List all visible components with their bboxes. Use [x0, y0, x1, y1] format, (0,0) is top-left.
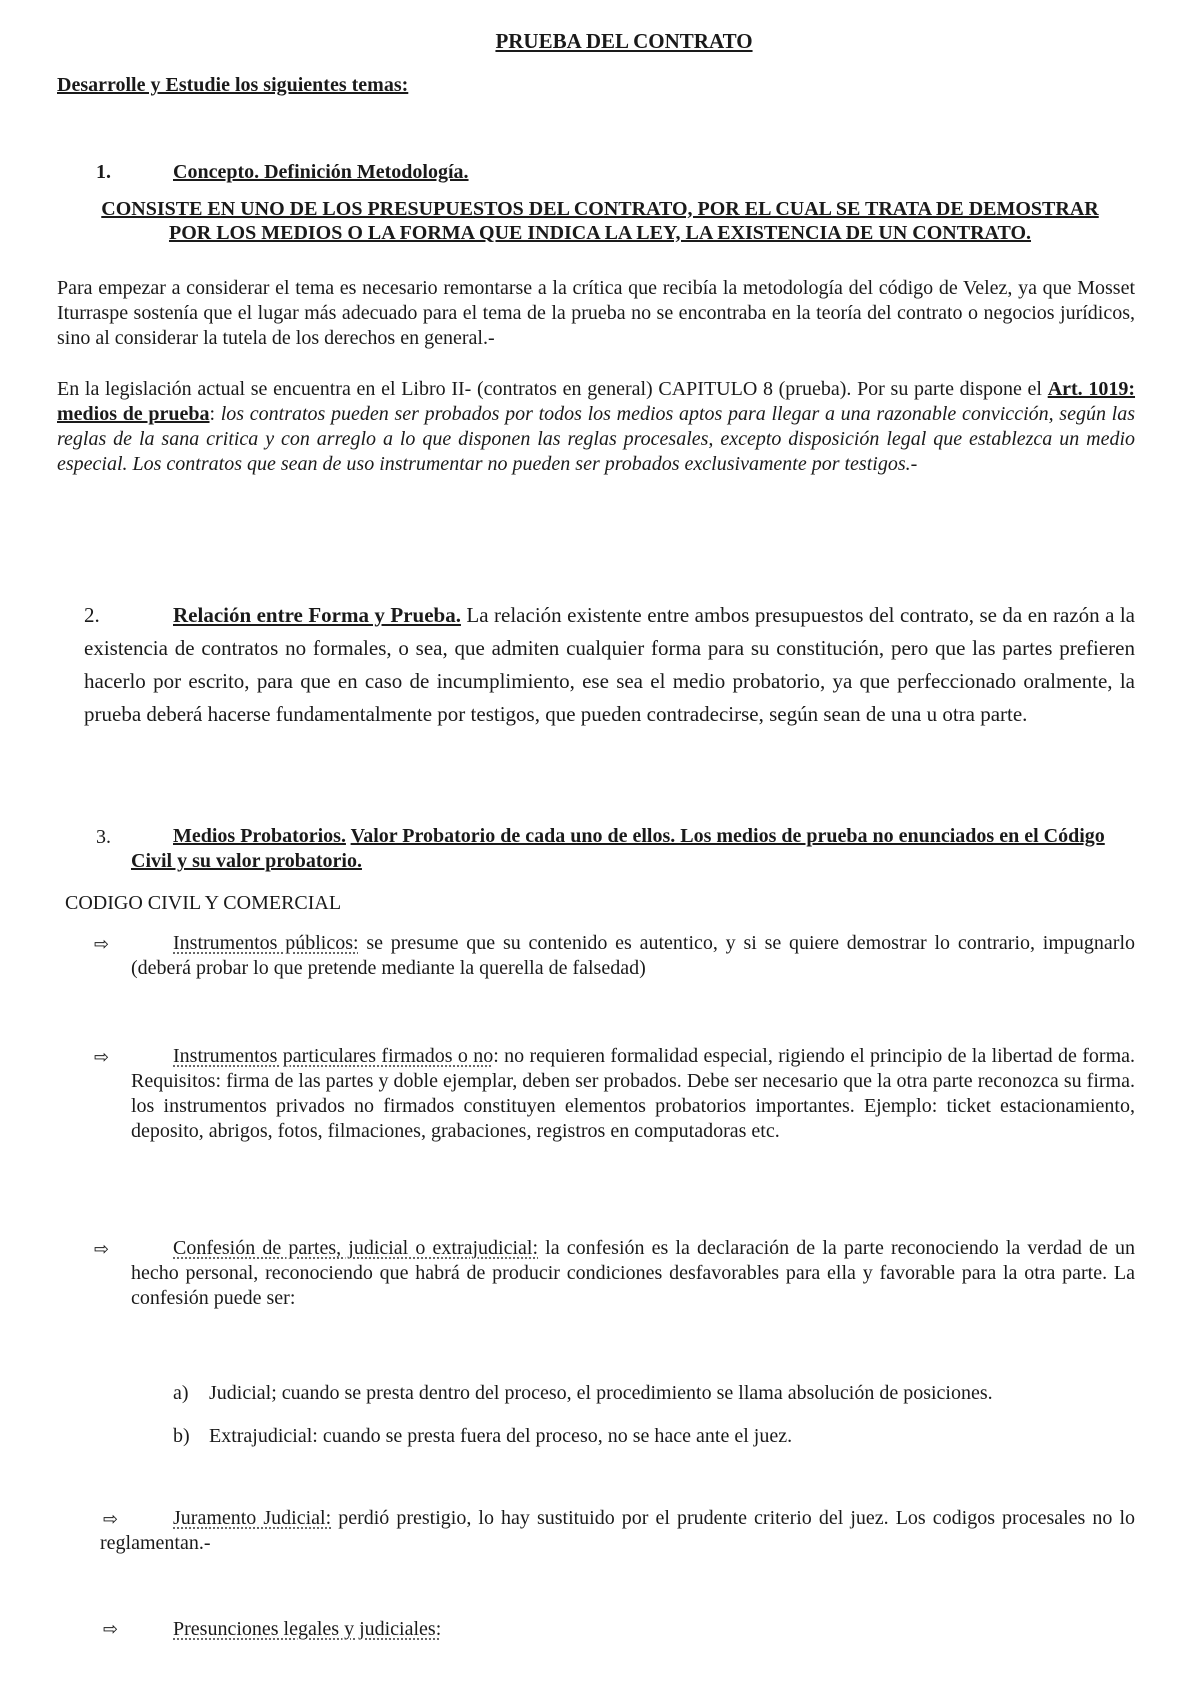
section-1-definition: CONSISTE EN UNO DE LOS PRESUPUESTOS DEL CONTRATO, POR EL CUAL SE TRATA DE DEMOSTRAR POR LOS MEDIOS O LA FORMA QUE INDICA LA LEY, LA EXISTENCIA DE UN CONTRATO. — [101, 198, 1099, 244]
section-2-paragraph — [84, 599, 1135, 731]
arrow-right-icon: ⇨ — [103, 1619, 119, 1640]
section-1-heading: Concepto. Definición Metodología. — [173, 161, 469, 183]
page-title: PRUEBA DEL CONTRATO — [495, 29, 753, 53]
page-subtitle: Desarrolle y Estudie los siguientes temas: — [57, 74, 409, 96]
section-2-heading: Relación entre Forma y Prueba. — [173, 603, 461, 627]
list-item — [100, 1506, 1135, 1556]
section-1-number: 1. — [96, 161, 111, 183]
arrow-right-icon: ⇨ — [103, 1509, 119, 1530]
section-2-text: La relación existente entre ambos presupuestos del contrato, se da en razón a la existencia de contratos no formales, o sea, que admiten cualquier forma para su constitución, pero que las partes prefieren hacerlo por escrito, para que en caso de incumplimiento, ese sea el medio probatorio, ya que perfeccionado oralmente, la prueba deberá hacerse fundamentalmente por testigos, que pueden contradecirse, según sean de una u otra parte. — [84, 603, 1135, 726]
list-item — [131, 1044, 1135, 1144]
sub-item-letter: a) — [173, 1382, 189, 1404]
sub-item-letter: b) — [173, 1425, 190, 1447]
paragraph-2-intro: En la legislación actual se encuentra en el Libro II- (contratos en general) CAPITULO 8 (prueba). Por su parte dispone el — [57, 378, 1042, 400]
section-3-heading: Medios Probatorios. — [173, 825, 346, 847]
list-item-term: Confesión de partes, judicial o extrajudicial: — [173, 1237, 539, 1259]
list-item — [131, 931, 1135, 981]
section-2-number: 2. — [84, 603, 100, 627]
list-item-term: Juramento Judicial: — [173, 1507, 332, 1529]
list-item-term: Presunciones legales y judiciales: — [173, 1618, 442, 1640]
list-item — [131, 1236, 1135, 1311]
arrow-right-icon: ⇨ — [94, 1047, 110, 1068]
section-3-number: 3. — [96, 826, 111, 848]
section-3-heading-rest: Valor Probatorio de cada uno de ellos. Los medios de prueba no enunciados en el Código Civil y su valor probatorio. — [131, 825, 1105, 872]
section-3-heading-block — [131, 824, 1135, 874]
arrow-right-icon: ⇨ — [94, 1239, 110, 1260]
list-item-text: se presume que su contenido es autentico, y si se quiere demostrar lo contrario, impugnarlo (deberá probar lo que pretende mediante la querella de falsedad) — [131, 932, 1136, 979]
list-item-text: la confesión es la declaración de la parte reconociendo la verdad de un hecho personal, reconociendo que habrá de producir condiciones desfavorables para ella y favorable para la otra parte. La confesión puede ser: — [131, 1237, 1135, 1309]
list-item-text: perdió prestigio, lo hay sustituido por el prudente criterio del juez. Los codigos procesales no lo reglamentan.- — [100, 1507, 1135, 1554]
section-1-paragraph-2 — [57, 377, 1135, 477]
art-1019-quote: los contratos pueden ser probados por todos los medios aptos para llegar a una razonable convicción, según las reglas de la sana critica y con arreglo a lo que disponen las reglas procesales, excepto disposición legal que establezca un medio especial. Los contratos que sean de uso instrumentar no pueden ser probados exclusivamente por testigos.- — [57, 403, 1135, 475]
section-1-paragraph-1: Para empezar a considerar el tema es necesario remontarse a la crítica que recibía la metodología del código de Velez, ya que Mosset Iturraspe sostenía que el lugar más adecuado para el tema de la prueba no se encontraba en la teoría del contrato o negocios jurídicos, sino al considerar la tutela de los derechos en general.- — [57, 277, 1135, 349]
art-1019-reference: Art. 1019: medios de prueba — [57, 378, 1136, 425]
arrow-right-icon: ⇨ — [94, 934, 110, 955]
sub-item-text: Extrajudicial: cuando se presta fuera del proceso, no se hace ante el juez. — [209, 1425, 793, 1447]
list-item — [173, 1616, 441, 1642]
list-item-text: : no requieren formalidad especial, rigiendo el principio de la libertad de forma. Requisitos: firma de las partes y doble ejemplar, deben ser probados. Debe ser necesario que la otra parte reconozca su firma. los instrumentos privados no firmados constituyen elementos probatorios importantes. Ejemplo: ticket estacionamiento, deposito, abrigos, fotos, filmaciones, grabaciones, registros en computadoras etc. — [131, 1045, 1136, 1142]
list-item-term: Instrumentos públicos: — [173, 932, 359, 954]
paragraph-2-colon: : — [209, 403, 216, 425]
sub-item-text: Judicial; cuando se presta dentro del proceso, el procedimiento se llama absolución de posiciones. — [209, 1382, 993, 1404]
list-item-term: Instrumentos particulares firmados o no — [173, 1045, 494, 1067]
code-label: CODIGO CIVIL Y COMERCIAL — [65, 892, 342, 914]
